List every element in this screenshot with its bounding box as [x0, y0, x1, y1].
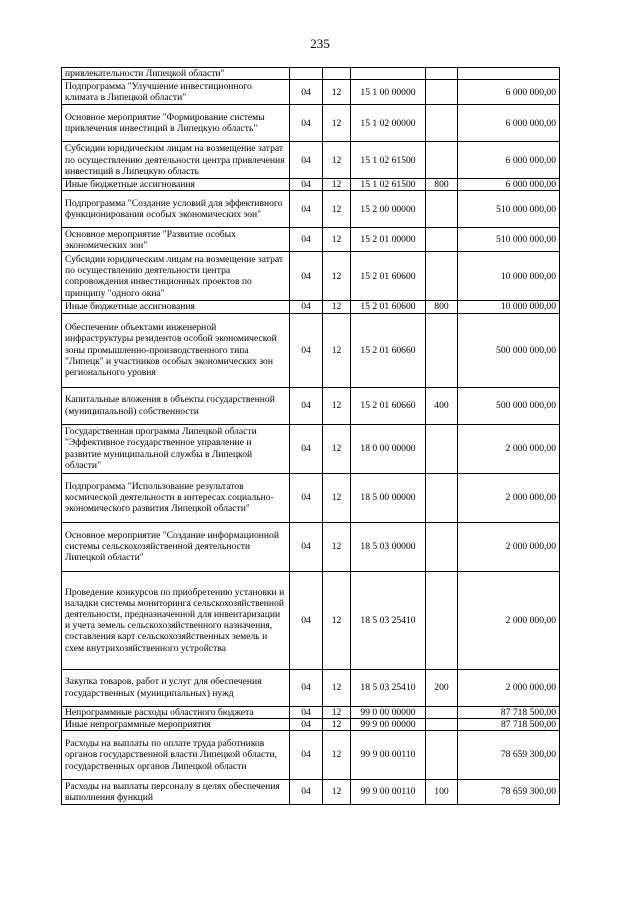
- row-amount: 2 000 000,00: [458, 669, 560, 706]
- row-target-article: 15 1 02 61500: [351, 142, 426, 179]
- row-name: Государственная программа Липецкой области "Эффективное государственное управление и развитие муниципальной службы в Липецкой области": [62, 424, 290, 473]
- row-target-article: 18 5 03 00000: [351, 522, 426, 571]
- row-subsection-code: 12: [323, 473, 351, 522]
- row-name: Иные бюджетные ассигнования: [62, 179, 290, 191]
- row-section-code: 04: [290, 80, 323, 105]
- row-subsection-code: 12: [323, 706, 351, 718]
- row-target-article: 15 1 00 00000: [351, 80, 426, 105]
- row-section-code: 04: [290, 179, 323, 191]
- row-name: Основное мероприятие "Развитие особых экономических зон": [62, 228, 290, 252]
- row-subsection-code: 12: [323, 179, 351, 191]
- row-name: Обеспечение объектами инженерной инфраструктуры резидентов особой экономической зоны промышленно-производственного типа "Липецк" и участников особых экономических зон регионального уровня: [62, 313, 290, 387]
- row-expense-type: [426, 191, 458, 228]
- row-name: Иные непрограммные мероприятия: [62, 718, 290, 730]
- row-target-article: 18 5 00 00000: [351, 473, 426, 522]
- row-subsection-code: 12: [323, 105, 351, 142]
- row-expense-type: [426, 522, 458, 571]
- row-section-code: 04: [290, 228, 323, 252]
- row-expense-type: [426, 105, 458, 142]
- row-expense-type: [426, 80, 458, 105]
- row-section-code: 04: [290, 669, 323, 706]
- row-amount: 2 000 000,00: [458, 424, 560, 473]
- row-target-article: 15 2 01 60600: [351, 252, 426, 301]
- table-row: [62, 571, 560, 669]
- row-subsection-code: 12: [323, 522, 351, 571]
- row-amount: [458, 68, 560, 80]
- row-name: Подпрограмма "Создание условий для эффективного функционирования особых экономических зон": [62, 191, 290, 228]
- row-target-article: 15 2 01 60660: [351, 387, 426, 424]
- table-row: [62, 105, 560, 142]
- row-expense-type: 100: [426, 780, 458, 805]
- row-expense-type: [426, 718, 458, 730]
- row-expense-type: [426, 706, 458, 718]
- table-row: [62, 706, 560, 718]
- row-subsection-code: 12: [323, 718, 351, 730]
- row-subsection-code: 12: [323, 780, 351, 805]
- row-target-article: [351, 68, 426, 80]
- row-expense-type: [426, 228, 458, 252]
- row-target-article: 15 2 00 00000: [351, 191, 426, 228]
- row-section-code: 04: [290, 387, 323, 424]
- table-row: [62, 313, 560, 387]
- row-name: Субсидии юридическим лицам на возмещение затрат по осуществлению деятельности центра сопровождения инвестиционных проектов по принципу "одного окна": [62, 252, 290, 301]
- row-subsection-code: 12: [323, 142, 351, 179]
- row-section-code: 04: [290, 731, 323, 780]
- row-target-article: 15 2 01 60600: [351, 301, 426, 313]
- row-amount: 510 000 000,00: [458, 191, 560, 228]
- row-expense-type: [426, 313, 458, 387]
- row-expense-type: [426, 252, 458, 301]
- budget-table: [61, 67, 560, 805]
- row-subsection-code: 12: [323, 191, 351, 228]
- row-amount: 10 000 000,00: [458, 252, 560, 301]
- row-amount: 2 000 000,00: [458, 473, 560, 522]
- table-row: [62, 301, 560, 313]
- row-expense-type: 400: [426, 387, 458, 424]
- row-name: Иные бюджетные ассигнования: [62, 301, 290, 313]
- row-name: Субсидии юридическим лицам на возмещение затрат по осуществлению деятельности центра привлечения инвестиций в Липецкую область: [62, 142, 290, 179]
- row-amount: 6 000 000,00: [458, 105, 560, 142]
- table-row: [62, 228, 560, 252]
- row-amount: 87 718 500,00: [458, 706, 560, 718]
- row-subsection-code: 12: [323, 731, 351, 780]
- row-expense-type: 200: [426, 669, 458, 706]
- row-target-article: 18 0 00 00000: [351, 424, 426, 473]
- table-row: [62, 780, 560, 805]
- row-section-code: [290, 68, 323, 80]
- row-expense-type: 800: [426, 301, 458, 313]
- row-name: Закупка товаров, работ и услуг для обеспечения государственных (муниципальных) нужд: [62, 669, 290, 706]
- page-number: 235: [310, 36, 330, 51]
- row-section-code: 04: [290, 191, 323, 228]
- row-subsection-code: 12: [323, 80, 351, 105]
- row-section-code: 04: [290, 301, 323, 313]
- table-row: [62, 68, 560, 80]
- row-target-article: 15 2 01 60660: [351, 313, 426, 387]
- row-name: привлекательности Липецкой области": [62, 68, 290, 80]
- table-row: [62, 522, 560, 571]
- row-section-code: 04: [290, 105, 323, 142]
- row-expense-type: [426, 68, 458, 80]
- table-row: [62, 252, 560, 301]
- row-subsection-code: 12: [323, 252, 351, 301]
- row-target-article: 15 1 02 00000: [351, 105, 426, 142]
- row-subsection-code: 12: [323, 387, 351, 424]
- table-row: [62, 424, 560, 473]
- row-amount: 87 718 500,00: [458, 718, 560, 730]
- row-section-code: 04: [290, 571, 323, 669]
- table-row: [62, 669, 560, 706]
- row-expense-type: [426, 142, 458, 179]
- row-target-article: 99 0 00 00000: [351, 706, 426, 718]
- row-name: Основное мероприятие "Формирование системы привлечения инвестиций в Липецкую область": [62, 105, 290, 142]
- row-amount: 2 000 000,00: [458, 522, 560, 571]
- row-amount: 500 000 000,00: [458, 313, 560, 387]
- row-section-code: 04: [290, 780, 323, 805]
- table-row: [62, 80, 560, 105]
- row-expense-type: [426, 473, 458, 522]
- row-name: Непрограммные расходы областного бюджета: [62, 706, 290, 718]
- row-amount: 6 000 000,00: [458, 80, 560, 105]
- row-subsection-code: 12: [323, 313, 351, 387]
- row-subsection-code: 12: [323, 228, 351, 252]
- row-name: Расходы на выплаты персоналу в целях обеспечения выполнения функций: [62, 780, 290, 805]
- row-target-article: 18 5 03 25410: [351, 669, 426, 706]
- row-name: Проведение конкурсов по приобретению установки и наладки системы мониторинга сельскохозяйственной деятельности, предназначенной для инвентаризации и учета земель сельскохозяйственного назначения, составления карт сельскохозяйственных земель и схем внутрихозяйственного устройства: [62, 571, 290, 669]
- row-section-code: 04: [290, 313, 323, 387]
- row-name: Подпрограмма "Использование результатов космической деятельности в интересах социально-экономического развития Липецкой области": [62, 473, 290, 522]
- row-name: Капитальные вложения в объекты государственной (муниципальной) собственности: [62, 387, 290, 424]
- row-amount: 510 000 000,00: [458, 228, 560, 252]
- row-expense-type: [426, 571, 458, 669]
- row-expense-type: 800: [426, 179, 458, 191]
- row-section-code: 04: [290, 718, 323, 730]
- row-section-code: 04: [290, 252, 323, 301]
- row-subsection-code: [323, 68, 351, 80]
- row-subsection-code: 12: [323, 669, 351, 706]
- table-row: [62, 179, 560, 191]
- table-row: [62, 473, 560, 522]
- table-row: [62, 718, 560, 730]
- row-section-code: 04: [290, 142, 323, 179]
- row-subsection-code: 12: [323, 571, 351, 669]
- row-amount: 6 000 000,00: [458, 179, 560, 191]
- row-section-code: 04: [290, 706, 323, 718]
- row-name: Расходы на выплаты по оплате труда работников органов государственной власти Липецкой области, государственных органов Липецкой области: [62, 731, 290, 780]
- row-target-article: 18 5 03 25410: [351, 571, 426, 669]
- row-target-article: 99 9 00 00110: [351, 780, 426, 805]
- row-amount: 78 659 300,00: [458, 780, 560, 805]
- row-target-article: 15 1 02 61500: [351, 179, 426, 191]
- row-amount: 2 000 000,00: [458, 571, 560, 669]
- row-target-article: 15 2 01 00000: [351, 228, 426, 252]
- table-row: [62, 387, 560, 424]
- row-target-article: 99 9 00 00000: [351, 718, 426, 730]
- row-subsection-code: 12: [323, 424, 351, 473]
- row-section-code: 04: [290, 473, 323, 522]
- row-subsection-code: 12: [323, 301, 351, 313]
- table-row: [62, 142, 560, 179]
- row-name: Основное мероприятие "Создание информационной системы сельскохозяйственной деятельности Липецкой области": [62, 522, 290, 571]
- row-expense-type: [426, 424, 458, 473]
- row-section-code: 04: [290, 424, 323, 473]
- row-amount: 78 659 300,00: [458, 731, 560, 780]
- row-name: Подпрограмма "Улучшение инвестиционного климата в Липецкой области": [62, 80, 290, 105]
- table-row: [62, 191, 560, 228]
- row-amount: 6 000 000,00: [458, 142, 560, 179]
- row-expense-type: [426, 731, 458, 780]
- row-amount: 500 000 000,00: [458, 387, 560, 424]
- table-row: [62, 731, 560, 780]
- row-target-article: 99 9 00 00110: [351, 731, 426, 780]
- row-section-code: 04: [290, 522, 323, 571]
- row-amount: 10 000 000,00: [458, 301, 560, 313]
